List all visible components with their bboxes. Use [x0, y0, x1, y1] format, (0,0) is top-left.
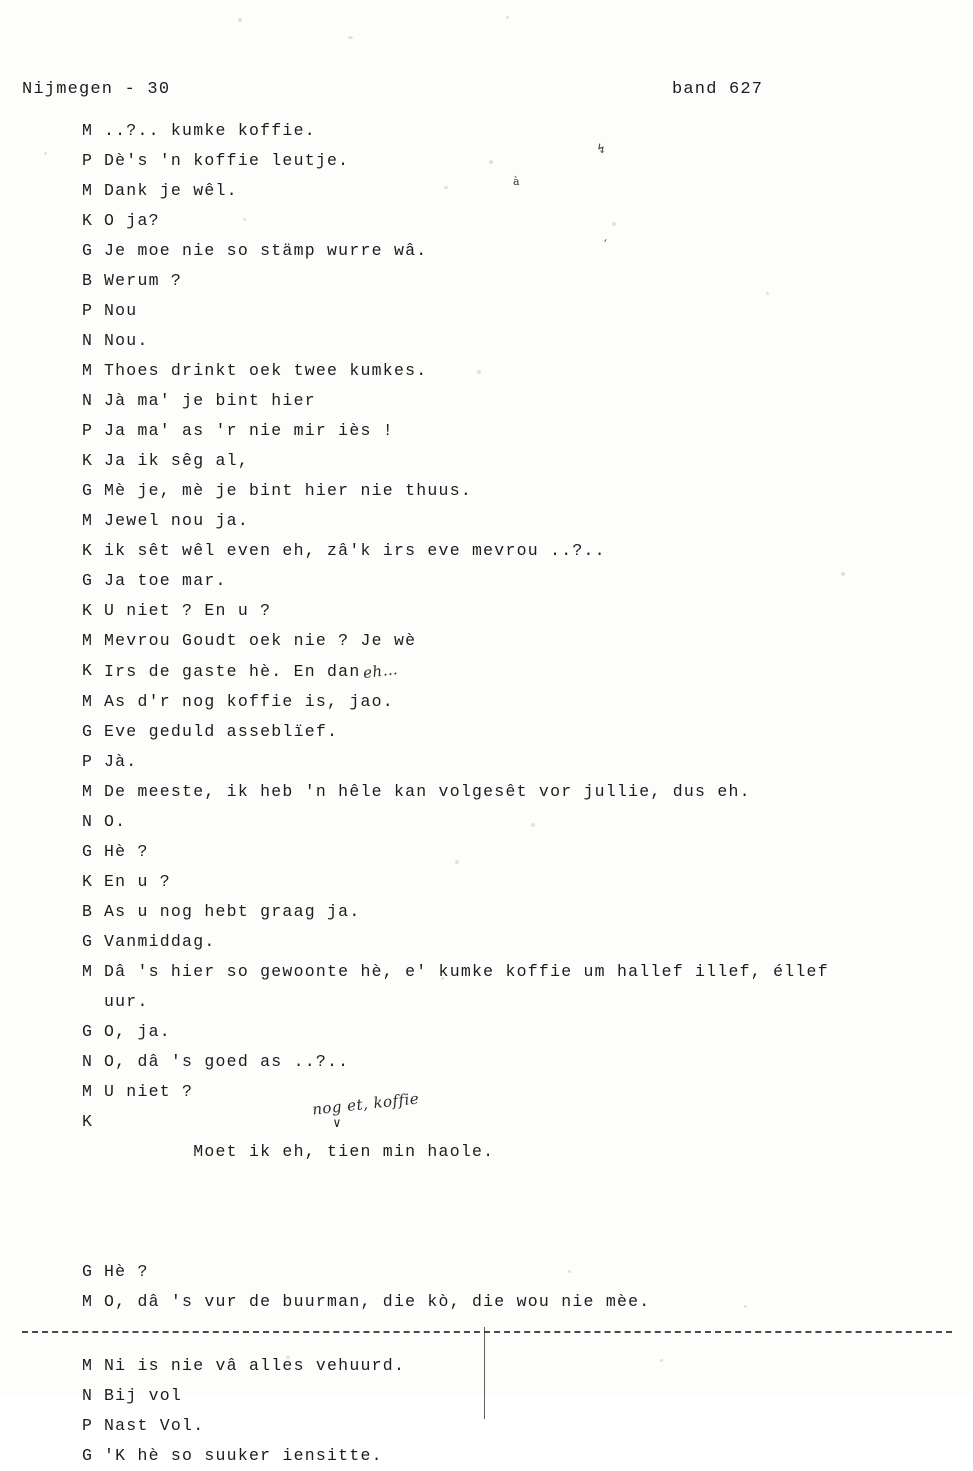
- transcript-line: [0, 1381, 973, 1411]
- speaker-label: G: [82, 481, 93, 500]
- handwritten-insertion: nog et, koffie: [311, 1089, 421, 1119]
- transcript-line: [0, 1077, 973, 1107]
- transcript-line: [0, 717, 973, 747]
- speaker-label: N: [82, 1386, 93, 1405]
- speaker-label: M: [82, 1082, 93, 1101]
- utterance-text: Thoes drinkt oek twee kumkes.: [104, 361, 428, 380]
- speaker-label: K: [82, 1112, 93, 1131]
- utterance-text: ik sêt wêl even eh, zâ'k irs eve mevrou ..?..: [104, 541, 606, 560]
- utterance-text: [104, 957, 973, 1017]
- transcript-line: [0, 1411, 973, 1441]
- speaker-label: K: [82, 451, 93, 470]
- transcript-line: [0, 176, 973, 206]
- transcript-line: [0, 416, 973, 446]
- utterance-text: Hè ?: [104, 842, 149, 861]
- utterance-typed-part: Moet ik eh, tien min haole.: [193, 1142, 495, 1161]
- transcript-line: [0, 446, 973, 476]
- transcript-line: [0, 566, 973, 596]
- speaker-label: P: [82, 1416, 93, 1435]
- header-tape-number: band 627: [672, 80, 764, 99]
- utterance-text: Werum ?: [104, 271, 183, 290]
- divider-dashed-line: [22, 1331, 952, 1333]
- utterance-text: Hè ?: [104, 1262, 149, 1281]
- utterance-text: O.: [104, 812, 127, 831]
- utterance-text: Jewel nou ja.: [104, 511, 249, 530]
- transcript-line: [0, 1257, 973, 1287]
- utterance-text: Vanmiddag.: [104, 932, 216, 951]
- speaker-label: K: [82, 661, 93, 680]
- utterance-text: Dank je wêl.: [104, 181, 238, 200]
- header-location-page: Nijmegen - 30: [22, 80, 171, 99]
- speaker-label: G: [82, 842, 93, 861]
- transcript-line: [0, 266, 973, 296]
- speaker-label: K: [82, 872, 93, 891]
- utterance-text: As u nog hebt graag ja.: [104, 902, 361, 921]
- utterance-text: 'K hè so suuker iensitte.: [104, 1446, 383, 1465]
- handwritten-annotation: eh…: [361, 659, 399, 683]
- utterance-text: O ja?: [104, 211, 160, 230]
- transcript-line: [0, 1287, 973, 1317]
- speaker-label: K: [82, 211, 93, 230]
- speaker-label: G: [82, 241, 93, 260]
- speaker-label: G: [82, 722, 93, 741]
- speaker-label: M: [82, 181, 93, 200]
- utterance-text: O, dâ 's goed as ..?..: [104, 1052, 350, 1071]
- speaker-label: P: [82, 752, 93, 771]
- speaker-label: M: [82, 1356, 93, 1375]
- transcript-line: [0, 777, 973, 807]
- utterance-text: Nou.: [104, 331, 149, 350]
- utterance-text: O, dâ 's vur de buurman, die kò, die wou nie mèe.: [104, 1292, 651, 1311]
- utterance-text: Eve geduld asseblïef.: [104, 722, 339, 741]
- section-divider: [0, 1317, 973, 1351]
- speaker-label: K: [82, 541, 93, 560]
- speaker-label: K: [82, 601, 93, 620]
- speaker-label: G: [82, 1446, 93, 1465]
- transcript-line: [0, 536, 973, 566]
- divider-vertical-rule: [484, 1327, 485, 1419]
- speaker-label: M: [82, 782, 93, 801]
- transcript-line: [0, 206, 973, 236]
- speaker-label: N: [82, 391, 93, 410]
- transcript-line: [0, 927, 973, 957]
- transcript-line: [0, 807, 973, 837]
- utterance-text: Nast Vol.: [104, 1416, 205, 1435]
- utterance-text: ..?.. kumke koffie.: [104, 121, 316, 140]
- scan-speck: [238, 18, 242, 22]
- speaker-label: M: [82, 361, 93, 380]
- speaker-label: G: [82, 571, 93, 590]
- speaker-label: P: [82, 301, 93, 320]
- margin-mark-1: ↯: [596, 142, 607, 157]
- margin-mark-3: ′: [604, 238, 607, 253]
- utterance-text: Jà ma' je bint hier: [104, 391, 316, 410]
- speaker-label: M: [82, 631, 93, 650]
- transcript-line: [0, 1047, 973, 1077]
- utterance-text: Bij vol: [104, 1386, 183, 1405]
- transcript-body: [0, 116, 973, 1471]
- transcript-line: [0, 1351, 973, 1381]
- transcript-line: [0, 867, 973, 897]
- transcript-line: [0, 386, 973, 416]
- utterance-text: Ja ma' as 'r nie mir iès !: [104, 421, 394, 440]
- transcript-line: [0, 116, 973, 146]
- utterance-text: Ja toe mar.: [104, 571, 227, 590]
- utterance-text: Mè je, mè je bint hier nie thuus.: [104, 481, 473, 500]
- speaker-label: G: [82, 1262, 93, 1281]
- scan-speck: [506, 16, 509, 19]
- speaker-label: N: [82, 331, 93, 350]
- speaker-label: G: [82, 1022, 93, 1041]
- transcript-line: [0, 326, 973, 356]
- utterance-text: Mevrou Goudt oek nie ? Je wè: [104, 631, 417, 650]
- utterance-text: De meeste, ik heb 'n hêle kan volgesêt vor jullie, dus eh.: [104, 782, 751, 801]
- utterance-text: U niet ? En u ?: [104, 601, 272, 620]
- margin-mark-2: à: [513, 175, 520, 188]
- utterance-text: Je moe nie so stämp wurre wâ.: [104, 241, 428, 260]
- transcript-line: [0, 1441, 973, 1471]
- utterance-text: As d'r nog koffie is, jao.: [104, 692, 394, 711]
- transcript-line: [0, 747, 973, 777]
- transcript-line: [0, 656, 973, 687]
- utterance-text: U niet ?: [104, 1082, 194, 1101]
- speaker-label: P: [82, 421, 93, 440]
- speaker-label: B: [82, 902, 93, 921]
- speaker-label: N: [82, 1052, 93, 1071]
- transcript-line: [0, 1017, 973, 1047]
- transcript-line: [0, 837, 973, 867]
- speaker-label: P: [82, 151, 93, 170]
- speaker-label: M: [82, 692, 93, 711]
- speaker-label: M: [82, 962, 93, 981]
- utterance-text: Jà.: [104, 752, 138, 771]
- transcript-line: [0, 687, 973, 717]
- speaker-label: M: [82, 121, 93, 140]
- speaker-label: N: [82, 812, 93, 831]
- transcript-line: [0, 476, 973, 506]
- utterance-continuation: uur.: [104, 992, 149, 1011]
- transcript-line: [0, 296, 973, 326]
- speaker-label: M: [82, 1292, 93, 1311]
- utterance-text: En u ?: [104, 872, 171, 891]
- utterance-text: Nou: [104, 301, 138, 320]
- speaker-label: G: [82, 932, 93, 951]
- transcript-line: [0, 897, 973, 927]
- transcript-line: [0, 236, 973, 266]
- transcript-line: [0, 626, 973, 656]
- utterance-text: [104, 656, 973, 687]
- transcript-line: [0, 356, 973, 386]
- transcript-line: [0, 146, 973, 176]
- utterance-text: Ja ik sêg al,: [104, 451, 249, 470]
- transcript-line: [0, 506, 973, 536]
- speaker-label: B: [82, 271, 93, 290]
- speaker-label: M: [82, 511, 93, 530]
- insertion-caret-icon: ∨: [333, 1116, 343, 1131]
- utterance-text: Ni is nie vâ alles vehuurd.: [104, 1356, 406, 1375]
- utterance-typed-part: Irs de gaste hè. En dan: [104, 662, 361, 681]
- page-header: [0, 80, 973, 108]
- scan-speck: [348, 36, 353, 39]
- utterance-text: O, ja.: [104, 1022, 171, 1041]
- utterance-text: Dè's 'n koffie leutje.: [104, 151, 350, 170]
- utterance-first-line: Dâ 's hier so gewoonte hè, e' kumke koffie um hallef illef, éllef: [104, 962, 829, 981]
- transcript-line: [0, 596, 973, 626]
- transcript-line: [0, 957, 973, 1017]
